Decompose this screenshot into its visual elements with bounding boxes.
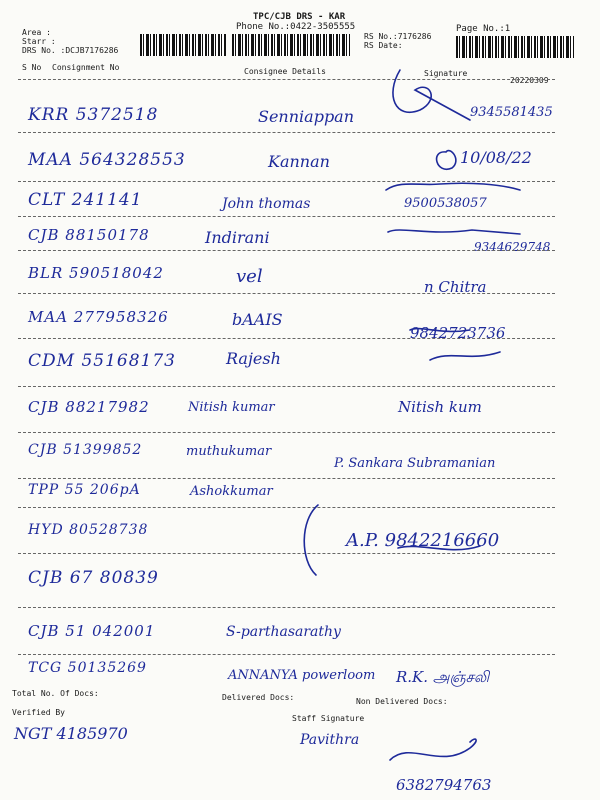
barcode-left [140, 34, 226, 56]
row-divider [18, 432, 555, 433]
consignee-name: vel [236, 266, 263, 287]
table-row [0, 99, 600, 143]
consignee-name: Ashokkumar [190, 484, 273, 499]
phone-number: Phone No.:0422-3505555 [236, 22, 356, 32]
staff-phone: 6382794763 [396, 776, 492, 794]
page-number: Page No.:1 [456, 24, 511, 34]
column-consignment: Consignment No [52, 63, 120, 72]
signature-text: Nitish kum [398, 398, 482, 416]
verified-by: Verified By [12, 708, 65, 717]
consignment-number: TPP 55 206pA [28, 482, 141, 498]
table-row [0, 476, 600, 520]
row-divider [18, 293, 555, 294]
rs-date: RS Date: [364, 41, 403, 50]
consignee-name: Senniappan [258, 107, 355, 126]
date-stamp: 20220309 [510, 76, 549, 85]
consignee-name: Nitish kumar [188, 400, 275, 415]
signature-text: P. Sankara Subramanian [334, 456, 496, 471]
row-divider [18, 386, 555, 387]
table-row [0, 258, 600, 302]
barcode-center [232, 34, 350, 56]
column-sno: S No [22, 63, 42, 72]
consignment-number: MAA 564328553 [28, 150, 186, 170]
row-divider [18, 338, 555, 339]
signature-text: 10/08/22 [460, 148, 532, 167]
signature-text: 9344629748 [474, 240, 551, 254]
row-divider [18, 607, 555, 608]
consignee-name: ANNANYA powerloom [228, 668, 376, 683]
signature-text: n Chitra [424, 278, 487, 296]
row-divider [18, 181, 555, 182]
start-label: Starr : [22, 37, 56, 46]
table-row [0, 392, 600, 436]
consignment-number: CJB 51399852 [28, 442, 143, 458]
table-row [0, 436, 600, 480]
signature-text: 9500538057 [404, 196, 487, 211]
consignee-name: Rajesh [226, 349, 281, 368]
column-signature: Signature [424, 69, 468, 78]
row-divider [18, 553, 555, 554]
total-docs: Total No. Of Docs: [12, 689, 99, 698]
consignment-number: CDM 55168173 [28, 351, 176, 371]
consignee-name: John thomas [222, 196, 311, 212]
row-divider [18, 250, 555, 251]
consignment-number: TCG 50135269 [28, 660, 147, 676]
consignment-number: CJB 88217982 [28, 398, 150, 416]
signature-text: A.P. 9842216660 [346, 530, 500, 551]
table-row [0, 345, 600, 389]
rs-number: RS No.:7176286 [364, 32, 432, 41]
consignment-number: CJB 67 80839 [28, 568, 159, 588]
consignment-number: CJB 51 042001 [28, 622, 156, 640]
non-delivered-docs: Non Delivered Docs: [356, 697, 448, 706]
table-row [0, 562, 600, 606]
table-row [0, 302, 600, 346]
consignee-name: bAAIS [232, 310, 283, 329]
consignment-number: CLT 241141 [28, 190, 143, 210]
consignment-number: HYD 80528738 [28, 522, 149, 538]
signature-text: 9842723736 [410, 324, 506, 342]
consignee-name: muthukumar [186, 444, 272, 459]
consignment-number: BLR 590518042 [28, 264, 164, 282]
delivered-docs: Delivered Docs: [222, 693, 295, 702]
consignee-name: Indirani [205, 228, 270, 247]
consignee-name: Kannan [268, 152, 330, 171]
verifier-id: NGT 4185970 [14, 724, 128, 743]
staff-name: Pavithra [300, 732, 360, 748]
drs-number: DRS No. :DCJB7176286 [22, 46, 119, 55]
consignment-number: KRR 5372518 [28, 105, 159, 125]
column-consignee: Consignee Details [244, 67, 326, 76]
document-title: TPC/CJB DRS - KAR [253, 12, 346, 22]
consignee-name: S-parthasarathy [226, 624, 341, 640]
row-divider [18, 132, 555, 133]
row-divider [18, 216, 555, 217]
header-divider [18, 79, 555, 80]
staff-signature-label: Staff Signature [292, 714, 365, 723]
signature-text: R.K. அஞ்சலி [396, 668, 490, 686]
row-divider [18, 507, 555, 508]
consignment-number: MAA 277958326 [28, 308, 169, 326]
area-label: Area : [22, 28, 51, 37]
consignment-number: CJB 88150178 [28, 226, 150, 244]
signature-text: 9345581435 [470, 105, 553, 120]
barcode-right [456, 36, 574, 58]
